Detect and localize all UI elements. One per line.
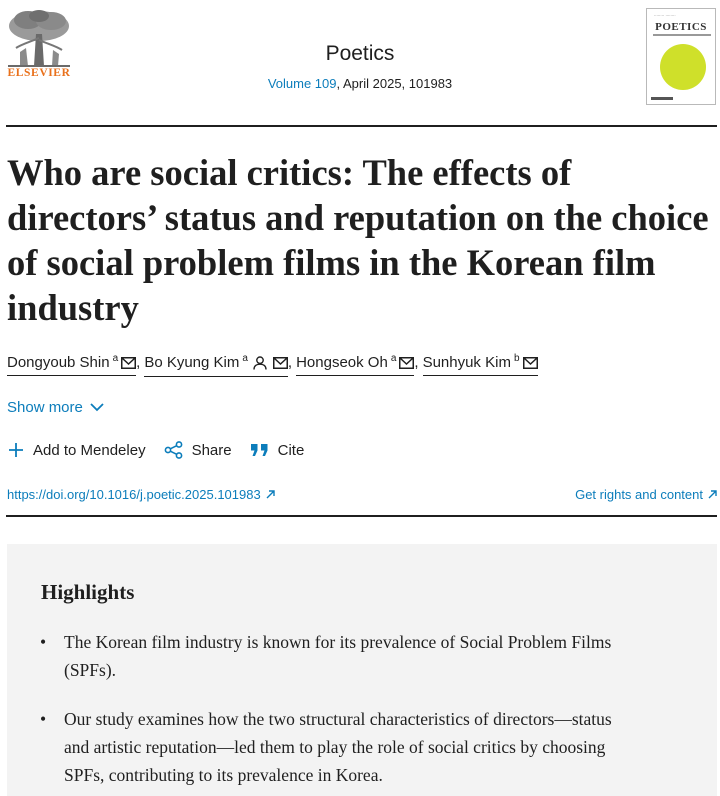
plus-icon: [8, 442, 24, 458]
author-bo-kyung-kim[interactable]: [144, 353, 288, 377]
show-more-label: Show more: [7, 399, 83, 416]
email-icon: [273, 356, 288, 373]
highlights-panel: [7, 544, 717, 796]
add-to-mendeley-button[interactable]: [8, 442, 146, 459]
cite-label: Cite: [277, 441, 305, 459]
person-icon: [253, 356, 267, 374]
highlights-list: [40, 628, 640, 796]
tree-logo-icon: [6, 8, 72, 68]
author-name: Hongseok Oh: [296, 354, 388, 371]
publisher-name: ELSEVIER: [7, 67, 71, 79]
affiliation-marker: a: [112, 353, 119, 364]
journal-info: [210, 42, 510, 91]
author-hongseok-oh[interactable]: [296, 353, 414, 376]
cover-circle: [660, 44, 706, 90]
bullet: •: [40, 709, 47, 729]
header-divider: [6, 125, 717, 127]
affiliation-marker: a: [242, 353, 248, 364]
doi-link[interactable]: [7, 487, 275, 502]
chevron-down-icon: [90, 403, 104, 412]
article-header: [0, 0, 720, 126]
mendeley-label: Add to Mendeley: [33, 441, 146, 459]
author-name: Dongyoub Shin: [7, 354, 110, 371]
journal-title[interactable]: Poetics: [325, 42, 395, 65]
cover-subtitle-bar: [653, 34, 711, 36]
issue-line: [210, 76, 510, 91]
cover-small-text: ········ ········: [654, 13, 676, 18]
affiliation-marker: b: [513, 353, 520, 364]
issue-info: , April 2025, 101983: [336, 76, 453, 91]
email-icon: [121, 356, 136, 373]
email-icon: [399, 356, 414, 373]
external-link-icon: [266, 490, 275, 499]
author-dongyoub-shin[interactable]: [7, 353, 136, 376]
journal-cover-image[interactable]: [646, 8, 716, 105]
article-title: Who are social critics: The effects of directors’ status and reputation on the choice of social problem films in the Korean film industry: [7, 152, 709, 328]
actions-divider: [6, 515, 717, 517]
author-separator: ,: [287, 354, 293, 371]
author-sunhyuk-kim[interactable]: [423, 353, 538, 376]
cover-footer-mark: [651, 97, 673, 100]
author-separator: ,: [414, 354, 419, 371]
volume-link[interactable]: Volume 109: [267, 76, 337, 91]
cite-button[interactable]: [250, 442, 305, 459]
article-actions: [8, 441, 322, 459]
rights-text: Get rights and content: [575, 487, 703, 502]
author-name: Bo Kyung Kim: [144, 354, 240, 371]
external-link-icon: [708, 490, 717, 499]
highlights-heading: Highlights: [41, 580, 135, 604]
cover-title: POETICS: [655, 21, 707, 33]
share-button[interactable]: [164, 441, 232, 459]
get-rights-link[interactable]: [575, 487, 717, 502]
show-more-button[interactable]: [7, 399, 104, 416]
bullet: •: [40, 632, 47, 652]
author-separator: ,: [136, 354, 141, 371]
author-name: Sunhyuk Kim: [422, 354, 511, 371]
affiliation-marker: a: [390, 353, 397, 364]
highlight-text: Our study examines how the two structural characteristics of directors—status and artistic reputation—led them to play the role of social critics by choosing SPFs, contributing to its prevalence in Korea.: [64, 709, 612, 785]
quote-icon: [250, 443, 269, 458]
list-item: [40, 705, 640, 789]
share-label: Share: [191, 441, 232, 459]
highlight-text: The Korean film industry is known for its prevalence of Social Problem Films (SPFs).: [64, 632, 612, 680]
list-item: [40, 628, 640, 684]
doi-text: https://doi.org/10.1016/j.poetic.2025.101983: [7, 487, 261, 502]
author-list: [7, 353, 538, 377]
email-icon: [523, 356, 538, 373]
share-icon: [164, 441, 183, 459]
